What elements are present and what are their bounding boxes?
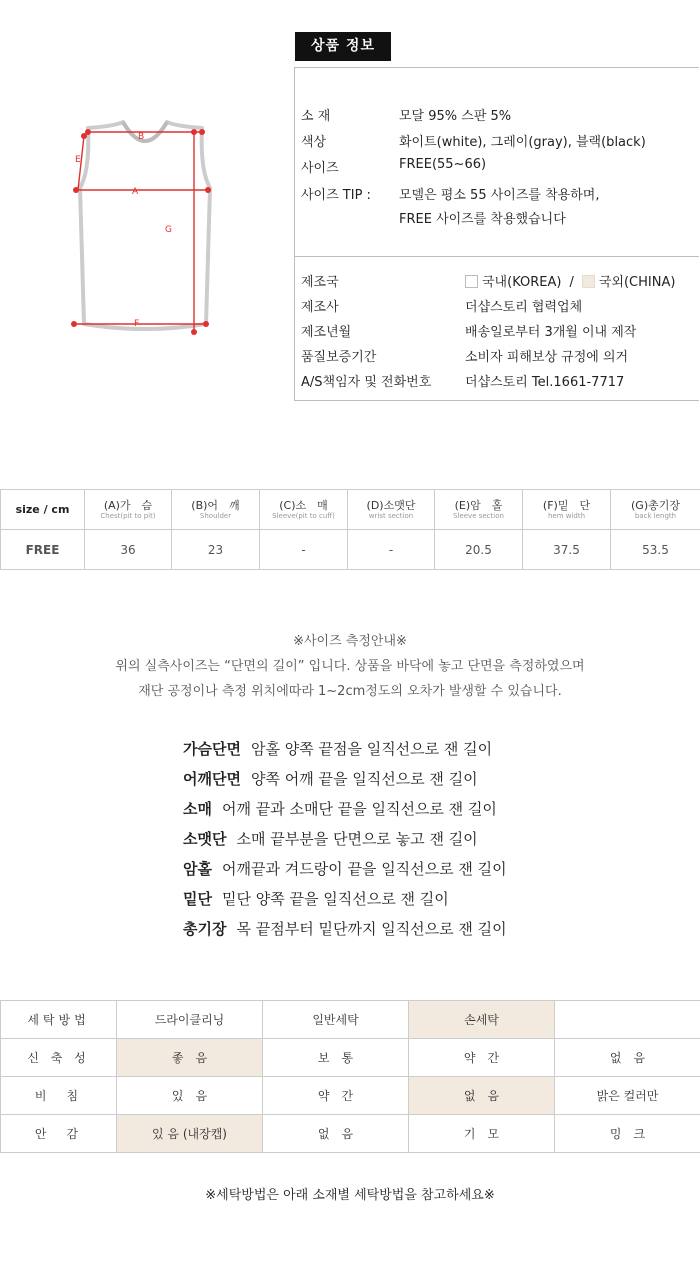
dot-a-right <box>205 187 211 193</box>
origin-label: 제조국 <box>301 275 339 290</box>
warranty-value: 소비자 피해보상 규정에 의거 <box>465 350 629 365</box>
detail-value: 화이트(white), 그레이(gray), 블랙(black) <box>399 135 646 150</box>
wash-row-label: 세탁방법 <box>1 1001 117 1039</box>
list-item: 총기장 목 끝점부터 밑단까지 일직선으로 잰 길이 <box>183 920 507 938</box>
list-item: 어깨단면 양쪽 어깨 끝을 일직선으로 잰 길이 <box>183 770 478 788</box>
size-value-sleeve: - <box>260 530 348 570</box>
wash-cell: 일반세탁 <box>263 1001 409 1039</box>
label-b: B <box>138 132 145 142</box>
table-row <box>1 1039 700 1077</box>
table-row <box>1 1115 700 1153</box>
detail-label: 사이즈 <box>301 161 339 176</box>
size-col-armhole: (E)암 홀 Sleeve section <box>435 490 523 530</box>
size-guide-title: ※사이즈 측정안내※ <box>293 634 407 649</box>
wash-cell <box>555 1001 700 1039</box>
info-divider <box>295 256 699 257</box>
size-col-length: (G)총기장 back length <box>611 490 700 530</box>
detail-value: FREE 사이즈를 착용했습니다 <box>399 212 566 227</box>
dot-a-left <box>73 187 79 193</box>
garment-outline <box>80 122 210 329</box>
dot-e-top <box>81 133 87 139</box>
size-value-wrist: - <box>348 530 435 570</box>
maker-value: 더샵스토리 협력업체 <box>465 300 583 315</box>
label-a: A <box>132 187 139 197</box>
detail-value: FREE(55~66) <box>399 157 487 172</box>
wash-cell: 밝은 컬러만 <box>555 1077 700 1115</box>
size-diagram <box>60 112 230 347</box>
label-e: E <box>75 155 81 165</box>
size-value-chest: 36 <box>85 530 172 570</box>
size-col-hem: (F)밑 단 hem width <box>523 490 611 530</box>
maker-label: 제조사 <box>301 300 339 315</box>
wash-table <box>0 1000 700 1153</box>
wash-cell: 밍 크 <box>555 1115 700 1153</box>
size-col-sleeve: (C)소 매 Sleeve(pit to cuff) <box>260 490 348 530</box>
size-value-shoulder: 23 <box>172 530 260 570</box>
label-f: F <box>134 319 140 329</box>
list-item: 소매 어깨 끝과 소매단 끝을 일직선으로 잰 길이 <box>183 800 497 818</box>
wash-cell-selected: 손세탁 <box>409 1001 555 1039</box>
wash-row-label: 안 감 <box>1 1115 117 1153</box>
wash-cell: 있 음 <box>117 1077 263 1115</box>
origin-domestic: 국내(KOREA) <box>482 275 562 290</box>
size-row-label: FREE <box>1 530 85 570</box>
origin-options <box>465 271 675 290</box>
list-item: 가슴단면 암홀 양쪽 끝점을 일직선으로 잰 길이 <box>183 740 493 758</box>
table-row <box>1 530 700 570</box>
detail-label: 소 재 <box>301 109 331 124</box>
detail-label: 색상 <box>301 135 327 150</box>
warranty-label: 품질보증기간 <box>301 350 377 365</box>
product-info-box <box>294 67 699 401</box>
detail-value: 모델은 평소 55 사이즈를 착용하며, <box>399 188 600 203</box>
as-contact-value: 더샵스토리 Tel.1661-7717 <box>465 375 625 390</box>
measurement-definitions <box>183 738 683 948</box>
size-value-hem: 37.5 <box>523 530 611 570</box>
manufacture-date-label: 제조년월 <box>301 325 352 340</box>
size-guide-line-1: 위의 실측사이즈는 “단면의 길이” 입니다. 상품을 바닥에 놓고 단면을 측정하였으며 <box>115 659 585 674</box>
wash-cell-selected: 있 음 (내장캡) <box>117 1115 263 1153</box>
size-value-armhole: 20.5 <box>435 530 523 570</box>
dot-f-right <box>203 321 209 327</box>
size-value-length: 53.5 <box>611 530 700 570</box>
wash-cell: 기 모 <box>409 1115 555 1153</box>
origin-foreign: 국외(CHINA) <box>598 275 676 290</box>
checkbox-domestic <box>465 275 478 288</box>
size-col-wrist: (D)소맷단 wrist section <box>348 490 435 530</box>
wash-cell-selected: 없 음 <box>409 1077 555 1115</box>
label-g: G <box>165 225 172 235</box>
wash-cell: 없 음 <box>263 1115 409 1153</box>
table-row <box>1 1001 700 1039</box>
manufacture-date-value: 배송일로부터 3개월 이내 제작 <box>465 325 637 340</box>
size-guide-line-2: 재단 공정이나 측정 위치에따라 1~2cm정도의 오차가 발생할 수 있습니다. <box>138 684 562 699</box>
as-contact-label: A/S책임자 및 전화번호 <box>301 375 432 390</box>
wash-row-label: 비 침 <box>1 1077 117 1115</box>
detail-value: 모달 95% 스판 5% <box>399 109 512 124</box>
size-table-corner: size / cm <box>1 490 85 530</box>
size-col-chest: (A)가 슴 Chest(pit to pit) <box>85 490 172 530</box>
wash-cell: 약 간 <box>409 1039 555 1077</box>
wash-cell: 보 통 <box>263 1039 409 1077</box>
dot-g-top <box>191 129 197 135</box>
wash-cell-selected: 좋 음 <box>117 1039 263 1077</box>
wash-note: ※세탁방법은 아래 소재별 세탁방법을 참고하세요※ <box>205 1188 495 1203</box>
detail-label: 사이즈 TIP : <box>301 188 371 203</box>
size-table-header <box>1 490 700 530</box>
size-table <box>0 489 700 570</box>
wash-cell: 약 간 <box>263 1077 409 1115</box>
list-item: 암홀 어깨끝과 겨드랑이 끝을 일직선으로 잰 길이 <box>183 860 507 878</box>
wash-row-label: 신 축 성 <box>1 1039 117 1077</box>
list-item: 소맷단 소매 끝부분을 단면으로 놓고 잰 길이 <box>183 830 478 848</box>
dot-g-bottom <box>191 329 197 335</box>
list-item: 밑단 밑단 양쪽 끝을 일직선으로 잰 길이 <box>183 890 449 908</box>
dot-b-right <box>199 129 205 135</box>
table-row <box>1 1077 700 1115</box>
size-col-shoulder: (B)어 깨 Shoulder <box>172 490 260 530</box>
checkbox-foreign <box>582 275 595 288</box>
origin-separator: / <box>569 275 574 290</box>
product-info-badge: 상품 정보 <box>295 32 391 61</box>
wash-cell: 없 음 <box>555 1039 700 1077</box>
dot-f-left <box>71 321 77 327</box>
wash-cell: 드라이클리닝 <box>117 1001 263 1039</box>
